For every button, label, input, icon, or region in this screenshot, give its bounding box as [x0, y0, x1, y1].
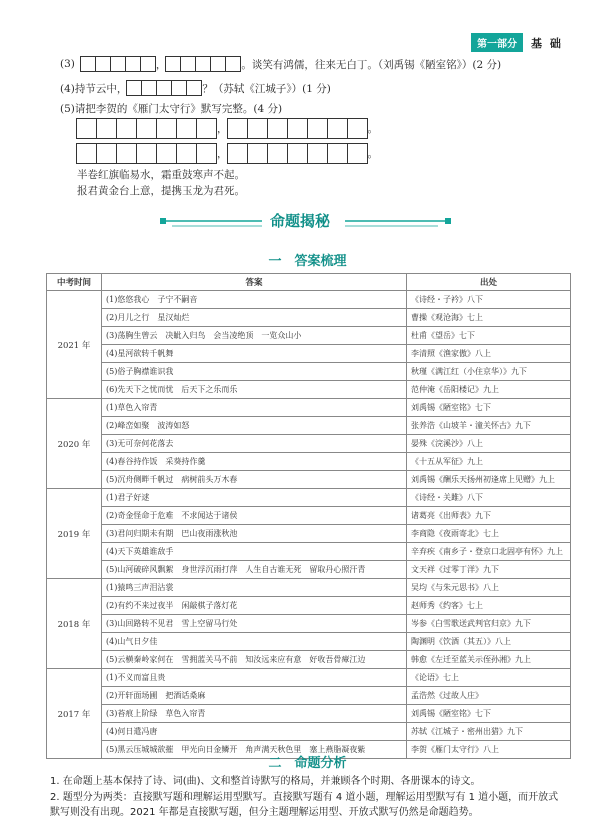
table-row: [47, 597, 571, 615]
page-header: [471, 33, 563, 52]
answer-cell: (3)荡胸生曾云 决眦入归鸟 会当凌绝顶 一览众山小: [102, 327, 407, 345]
answer-grid-line-2: [77, 143, 378, 164]
answer-cell: (3)山回路转不见君 雪上空留马行处: [102, 615, 407, 633]
source-cell: 诸葛亮《出师表》九下: [407, 507, 571, 525]
answer-cell: (4)天下英雄谁敌手: [102, 543, 407, 561]
table-row: [47, 651, 571, 669]
answer-box[interactable]: [165, 56, 181, 72]
table-row: [47, 417, 571, 435]
answer-box[interactable]: [180, 56, 196, 72]
question-text: (5)请把李贺的《雁门太守行》默写完整。(4 分): [60, 103, 283, 115]
answer-cell: (5)俗子胸襟谁识我: [102, 363, 407, 381]
table-row: [47, 687, 571, 705]
table-row: [47, 507, 571, 525]
source-cell: 《十五从军征》九上: [407, 453, 571, 471]
answer-box[interactable]: [227, 118, 248, 139]
answer-box[interactable]: [136, 118, 157, 139]
source-cell: 苏轼《江城子・密州出猎》九下: [407, 723, 571, 741]
separator: ，: [217, 148, 228, 160]
answer-cell: (1)君子好逑: [102, 489, 407, 507]
source-cell: 岑参《白雪歌送武判官归京》九下: [407, 615, 571, 633]
answer-box[interactable]: [96, 118, 117, 139]
table-row: [47, 723, 571, 741]
answer-cell: (1)猿鸣三声泪沾裳: [102, 579, 407, 597]
answer-cell: (4)星河欲转千帆舞: [102, 345, 407, 363]
answer-cell: (5)山河破碎风飘絮 身世浮沉雨打萍 人生自古谁无死 留取丹心照汗青: [102, 561, 407, 579]
answer-cell: (3)无可奈何花落去: [102, 435, 407, 453]
answer-box[interactable]: [136, 143, 157, 164]
source-cell: 孟浩然《过故人庄》: [407, 687, 571, 705]
separator: ，: [155, 58, 167, 71]
table-row: [47, 489, 571, 507]
answer-cell: (2)有约不来过夜半 闲敲棋子落灯花: [102, 597, 407, 615]
answer-box[interactable]: [76, 143, 97, 164]
source-cell: 晏殊《浣溪沙》八上: [407, 435, 571, 453]
answer-box[interactable]: [80, 56, 96, 72]
source-cell: 曹操《观沧海》七上: [407, 309, 571, 327]
table-row: [47, 399, 571, 417]
source-cell: 秋瑾《满江红（小住京华）》九下: [407, 363, 571, 381]
question-5: [60, 101, 282, 116]
section-title-answers: 一 答案梳理: [268, 254, 347, 269]
separator: ，: [217, 123, 228, 135]
answer-box[interactable]: [307, 143, 328, 164]
source-cell: 《论语》七上: [407, 669, 571, 687]
answer-box[interactable]: [140, 56, 156, 72]
answer-box[interactable]: [76, 118, 97, 139]
answer-cell: (4)何日遣冯唐: [102, 723, 407, 741]
answer-box[interactable]: [125, 56, 141, 72]
answer-box[interactable]: [141, 80, 157, 96]
source-cell: 杜甫《望岳》七下: [407, 327, 571, 345]
year-cell: 2018 年: [47, 579, 102, 669]
question-4: [60, 80, 331, 96]
source-cell: 韩愈《左迁至蓝关示侄孙湘》九上: [407, 651, 571, 669]
analysis-paragraph: 1. 在命题上基本保持了诗、词(曲)、文和整首诗默写的格局，并兼顾各个时期、各册课本的诗文。: [50, 776, 481, 787]
answer-boxes[interactable]: [127, 80, 202, 96]
table-row: [47, 669, 571, 687]
table-row: [47, 543, 571, 561]
answer-boxes[interactable]: [228, 118, 368, 139]
table-row: [47, 327, 571, 345]
table-row: [47, 705, 571, 723]
answer-cell: (2)奇金怪命于危难 不求闻达于诸侯: [102, 507, 407, 525]
column-header-year: 中考时间: [47, 274, 102, 291]
answer-boxes[interactable]: [77, 143, 217, 164]
separator: 。: [367, 148, 378, 160]
answer-box[interactable]: [126, 80, 142, 96]
answer-box[interactable]: [110, 56, 126, 72]
source-cell: 刘禹锡《陋室铭》七下: [407, 705, 571, 723]
table-header-row: [47, 274, 571, 291]
table-row: [47, 309, 571, 327]
year-cell: 2019 年: [47, 489, 102, 579]
answer-boxes[interactable]: [77, 118, 217, 139]
answer-cell: (6)先天下之忧而忧 后天下之乐而乐: [102, 381, 407, 399]
source-cell: 文天祥《过零丁洋》九下: [407, 561, 571, 579]
answer-cell: (3)苔痕上阶绿 草色入帘青: [102, 705, 407, 723]
answer-box[interactable]: [96, 143, 117, 164]
answer-box[interactable]: [247, 143, 268, 164]
table-row: [47, 633, 571, 651]
table-row: [47, 471, 571, 489]
answer-box[interactable]: [156, 80, 172, 96]
answer-cell: (2)峰峦如聚 波涛如怒: [102, 417, 407, 435]
table-row: [47, 435, 571, 453]
section-tag: 基 础: [531, 36, 563, 50]
answer-cell: (4)春谷持作饭 采葵持作羹: [102, 453, 407, 471]
source-cell: 辛弃疾《南乡子・登京口北固亭有怀》九上: [407, 543, 571, 561]
answer-grid-line-1: [77, 118, 378, 139]
table-row: [47, 345, 571, 363]
answer-cell: (5)黑云压城城欲摧 甲光向日金鳞开 角声满天秋色里 塞上燕脂凝夜紫: [102, 741, 407, 759]
answer-box[interactable]: [327, 143, 348, 164]
answer-box[interactable]: [327, 118, 348, 139]
answer-box[interactable]: [307, 118, 328, 139]
answer-cell: (5)云横秦岭家何在 雪拥蓝关马不前 知汝远来应有意 好收吾骨瘴江边: [102, 651, 407, 669]
answer-box[interactable]: [347, 143, 368, 164]
source-cell: 范仲淹《岳阳楼记》九上: [407, 381, 571, 399]
answer-box[interactable]: [116, 143, 137, 164]
question-tail: ？（苏轼《江城子》）(1 分): [202, 82, 331, 95]
answer-box[interactable]: [176, 118, 197, 139]
answer-table: [46, 273, 571, 759]
source-cell: 《诗经・子衿》八下: [407, 291, 571, 309]
answer-box[interactable]: [176, 143, 197, 164]
answer-cell: (1)草色入帘青: [102, 399, 407, 417]
answer-cell: (2)开轩面场圃 把酒话桑麻: [102, 687, 407, 705]
answer-cell: (5)沉舟侧畔千帆过 病树前头万木春: [102, 471, 407, 489]
table-row: [47, 561, 571, 579]
table-row: [47, 363, 571, 381]
answer-box[interactable]: [287, 118, 308, 139]
source-cell: 吴均《与朱元思书》八上: [407, 579, 571, 597]
separator: 。: [367, 123, 378, 135]
analysis-paragraph: 2. 题型分为两类：直接默写题和理解运用型默写。直接默写题有 4 道小题，理解运用型默写有 1 道小题，而开放式: [50, 792, 559, 803]
answer-box[interactable]: [195, 56, 211, 72]
answer-box[interactable]: [156, 143, 177, 164]
table-row: [47, 291, 571, 309]
source-cell: 张养浩《山坡羊・潼关怀古》九下: [407, 417, 571, 435]
year-cell: 2021 年: [47, 291, 102, 399]
question-number: (3): [60, 58, 75, 70]
source-cell: 刘禹锡《酬乐天扬州初逢席上见赠》九上: [407, 471, 571, 489]
answer-box[interactable]: [267, 118, 288, 139]
analysis-paragraph: 默写则没有出现。2021 年都是直接默写题，但分主题理解运用型、开放式默写仍然是命题趋势。: [50, 807, 479, 818]
year-cell: 2017 年: [47, 669, 102, 759]
answer-cell: (2)月儿之行 星汉灿烂: [102, 309, 407, 327]
answer-box[interactable]: [287, 143, 308, 164]
answer-box[interactable]: [95, 56, 111, 72]
section-title-analysis: 二 命题分析: [268, 756, 347, 771]
answer-cell: (1)悠悠我心 子宁不嗣音: [102, 291, 407, 309]
table-row: [47, 579, 571, 597]
column-header-source: 出处: [407, 274, 571, 291]
year-cell: 2020 年: [47, 399, 102, 489]
poem-line-2: 报君黄金台上意，提携玉龙为君死。: [77, 185, 245, 197]
answer-boxes[interactable]: [166, 56, 241, 72]
answer-cell: (3)君问归期未有期 巴山夜雨涨秋池: [102, 525, 407, 543]
part-tag: 第一部分: [471, 33, 523, 52]
source-cell: 李贺《雁门太守行》八上: [407, 741, 571, 759]
answer-box[interactable]: [210, 56, 226, 72]
table-row: [47, 615, 571, 633]
answer-box[interactable]: [225, 56, 241, 72]
source-cell: 《诗经・关雎》八下: [407, 489, 571, 507]
answer-box[interactable]: [247, 118, 268, 139]
table-row: [47, 453, 571, 471]
table-row: [47, 381, 571, 399]
answer-box[interactable]: [347, 118, 368, 139]
question-3: [60, 56, 501, 72]
answer-box[interactable]: [196, 118, 217, 139]
table-row: [47, 525, 571, 543]
column-header-answer: 答案: [102, 274, 407, 291]
source-cell: 赵师秀《约客》七上: [407, 597, 571, 615]
answer-box[interactable]: [156, 118, 177, 139]
answer-cell: (1)不义而富且贵: [102, 669, 407, 687]
answer-box[interactable]: [227, 143, 248, 164]
poem-line-1: 半卷红旗临易水，霜重鼓寒声不起。: [77, 169, 245, 181]
source-cell: 陶渊明《饮酒（其五）》八上: [407, 633, 571, 651]
answer-box[interactable]: [267, 143, 288, 164]
question-tail: 。谈笑有鸿儒，往来无白丁。（刘禹锡《陋室铭》）(2 分): [241, 58, 502, 71]
answer-box[interactable]: [116, 118, 137, 139]
answer-box[interactable]: [171, 80, 187, 96]
source-cell: 李商隐《夜雨寄北》七上: [407, 525, 571, 543]
banner-title: 命题揭秘: [270, 212, 331, 230]
answer-boxes[interactable]: [228, 143, 368, 164]
answer-cell: (4)山气日夕佳: [102, 633, 407, 651]
answer-box[interactable]: [186, 80, 202, 96]
question-text: (4)持节云中，: [60, 82, 128, 95]
answer-boxes[interactable]: [81, 56, 156, 72]
source-cell: 李清照《渔家傲》八上: [407, 345, 571, 363]
source-cell: 刘禹锡《陋室铭》七下: [407, 399, 571, 417]
answer-box[interactable]: [196, 143, 217, 164]
